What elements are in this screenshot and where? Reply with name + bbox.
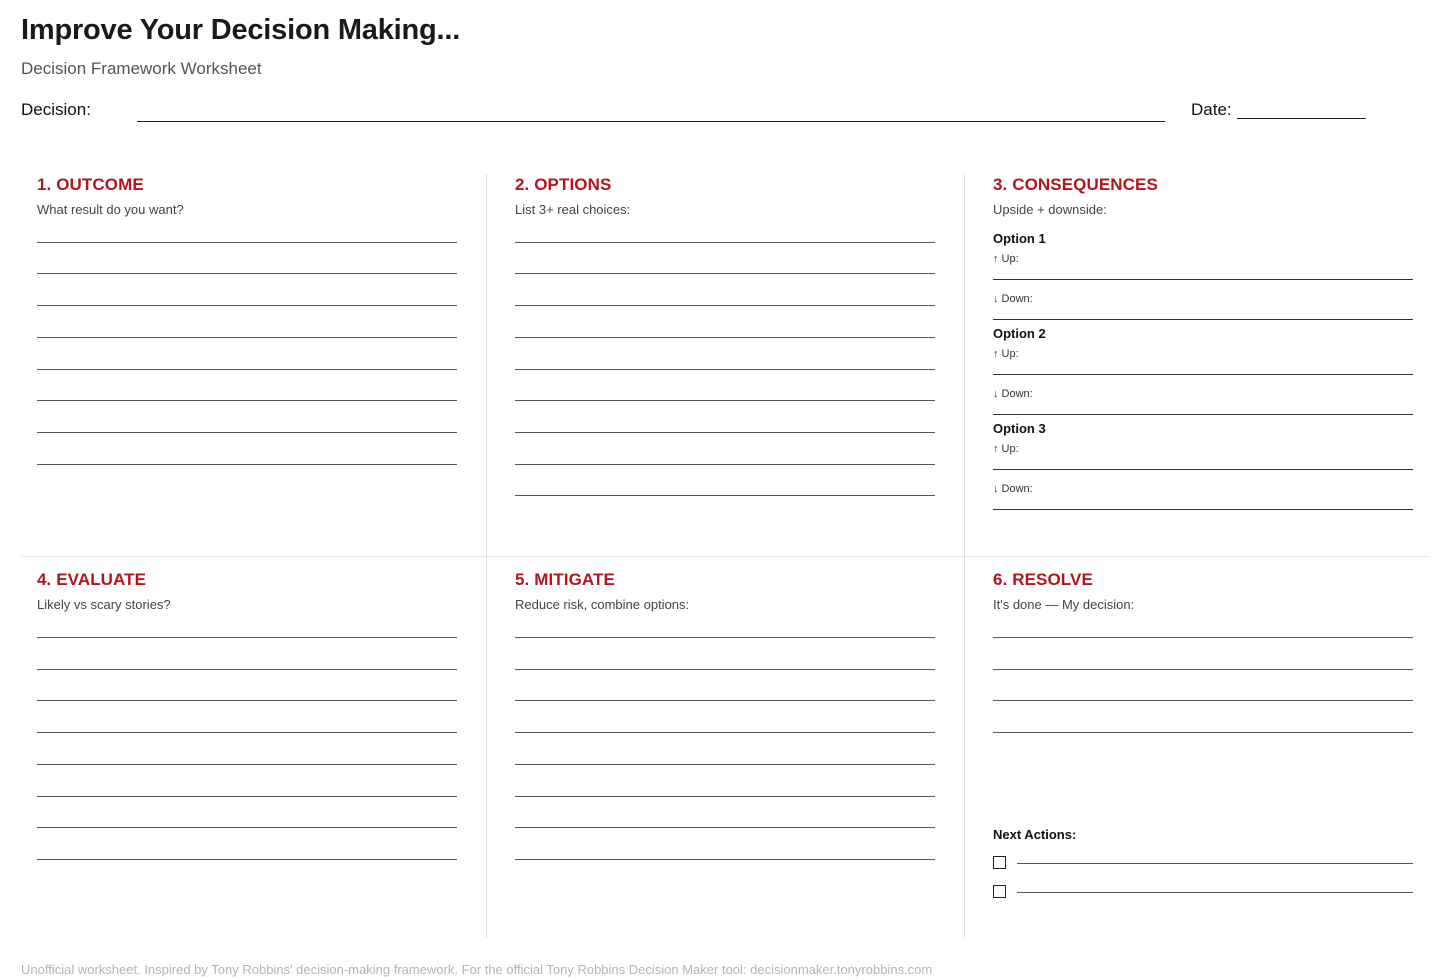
writing-line[interactable] [515, 337, 935, 338]
page-title: Improve Your Decision Making... [21, 14, 461, 46]
option-3-downside-line[interactable] [993, 509, 1413, 510]
section-prompt: Reduce risk, combine options: [515, 597, 690, 612]
writing-line[interactable] [37, 464, 457, 465]
option-1-upside-label: ↑ Up: [993, 253, 1019, 265]
decision-field[interactable] [137, 121, 1165, 122]
next-action-checkbox-1[interactable] [993, 856, 1006, 869]
writing-line[interactable] [37, 305, 457, 306]
writing-line[interactable] [515, 859, 935, 860]
writing-line[interactable] [515, 732, 935, 733]
writing-line[interactable] [515, 369, 935, 370]
next-action-line-1[interactable] [1017, 863, 1413, 864]
writing-line[interactable] [37, 827, 457, 828]
next-action-line-2[interactable] [1017, 892, 1413, 893]
writing-line[interactable] [37, 796, 457, 797]
page-subtitle: Decision Framework Worksheet [21, 59, 262, 78]
writing-line[interactable] [515, 464, 935, 465]
writing-line[interactable] [37, 273, 457, 274]
section-consequences [993, 175, 1413, 217]
writing-line[interactable] [515, 669, 935, 670]
option-1-upside-line[interactable] [993, 279, 1413, 280]
option-3-title: Option 3 [993, 421, 1046, 436]
section-title: 5. MITIGATE [515, 570, 615, 589]
option-1-title: Option 1 [993, 231, 1046, 246]
section-title: 1. OUTCOME [37, 175, 144, 194]
writing-line[interactable] [515, 495, 935, 496]
section-options [515, 175, 935, 217]
option-3-downside-label: ↓ Down: [993, 483, 1033, 495]
writing-line[interactable] [515, 827, 935, 828]
section-evaluate [37, 570, 457, 612]
option-2-upside-label: ↑ Up: [993, 348, 1019, 360]
footer-note: Unofficial worksheet. Inspired by Tony Robbins' decision-making framework. For the official Tony Robbins Decision Maker tool: decisionmaker.tonyrobbins.com [21, 962, 933, 977]
section-title: 4. EVALUATE [37, 570, 147, 589]
writing-line[interactable] [993, 700, 1413, 701]
writing-line[interactable] [37, 764, 457, 765]
next-action-checkbox-2[interactable] [993, 885, 1006, 898]
option-1-downside-line[interactable] [993, 319, 1413, 320]
section-title: 6. RESOLVE [993, 570, 1093, 589]
section-title: 3. CONSEQUENCES [993, 175, 1158, 194]
writing-line[interactable] [37, 432, 457, 433]
option-2-title: Option 2 [993, 326, 1046, 341]
date-label: Date: [1191, 100, 1232, 119]
section-resolve [993, 570, 1413, 612]
writing-line[interactable] [37, 700, 457, 701]
writing-line[interactable] [37, 669, 457, 670]
option-3-upside-label: ↑ Up: [993, 443, 1019, 455]
writing-line[interactable] [515, 242, 935, 243]
row-divider [21, 556, 1429, 557]
section-prompt: List 3+ real choices: [515, 202, 631, 217]
option-2-downside-line[interactable] [993, 414, 1413, 415]
section-outcome [37, 175, 457, 217]
writing-line[interactable] [993, 637, 1413, 638]
section-prompt: Likely vs scary stories? [37, 597, 171, 612]
writing-line[interactable] [37, 369, 457, 370]
writing-line[interactable] [993, 732, 1413, 733]
writing-line[interactable] [37, 859, 457, 860]
writing-line[interactable] [37, 337, 457, 338]
writing-line[interactable] [37, 732, 457, 733]
option-2-downside-label: ↓ Down: [993, 388, 1033, 400]
option-3-upside-line[interactable] [993, 469, 1413, 470]
writing-line[interactable] [515, 432, 935, 433]
writing-line[interactable] [515, 796, 935, 797]
writing-line[interactable] [37, 400, 457, 401]
writing-line[interactable] [515, 637, 935, 638]
section-prompt: It's done — My decision: [993, 597, 1135, 612]
section-prompt: Upside + downside: [993, 202, 1107, 217]
option-2-upside-line[interactable] [993, 374, 1413, 375]
writing-line[interactable] [515, 700, 935, 701]
writing-line[interactable] [515, 305, 935, 306]
writing-line[interactable] [993, 669, 1413, 670]
writing-line[interactable] [37, 637, 457, 638]
writing-line[interactable] [37, 242, 457, 243]
writing-line[interactable] [515, 400, 935, 401]
section-prompt: What result do you want? [37, 202, 184, 217]
writing-line[interactable] [515, 273, 935, 274]
date-field[interactable] [1237, 118, 1366, 119]
section-title: 2. OPTIONS [515, 175, 612, 194]
writing-line[interactable] [515, 764, 935, 765]
decision-label: Decision: [21, 100, 91, 119]
option-1-downside-label: ↓ Down: [993, 293, 1033, 305]
section-mitigate [515, 570, 935, 612]
next-actions-label: Next Actions: [993, 827, 1077, 842]
